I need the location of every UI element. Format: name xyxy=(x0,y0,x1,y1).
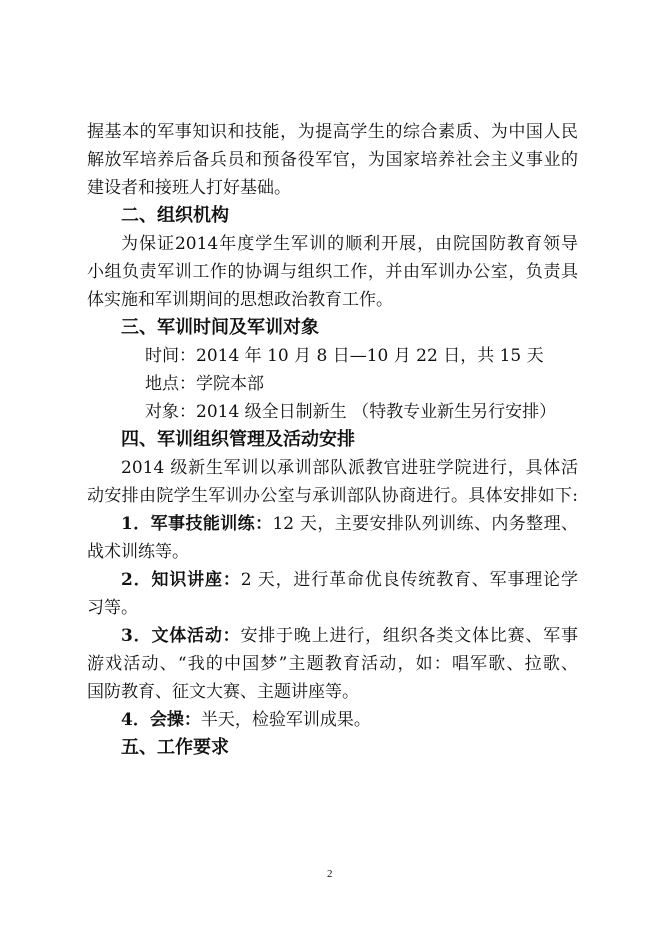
item-2-cont: 习等。 xyxy=(87,598,138,618)
paragraph-line: 动安排由院学生军训办公室与承训部队协商进行。具体安排如下: xyxy=(87,486,578,506)
item-1-cont: 战术训练等。 xyxy=(87,542,189,562)
paragraph-line: 为保证2014年度学生军训的顺利开展，由院国防教育领导 xyxy=(121,234,578,254)
item-4-text: 半天，检验军训成果。 xyxy=(200,710,371,730)
paragraph-line: 体实施和军训期间的思想政治教育工作。 xyxy=(87,290,393,310)
item-1-label: 1．军事技能训练： xyxy=(121,514,273,534)
training-place: 地点：学院本部 xyxy=(145,374,264,394)
item-1-text: 12 天，主要安排队列训练、内务整理、 xyxy=(272,514,578,534)
paragraph-line: 建设者和接班人打好基础。 xyxy=(87,178,291,198)
item-3-text: 安排于晚上进行，组织各类文体比赛、军事 xyxy=(240,626,578,646)
document-body xyxy=(87,118,578,762)
item-3-cont: 国防教育、征文大赛、主题讲座等。 xyxy=(87,682,359,702)
item-1 xyxy=(87,510,578,538)
item-3-label: 3．文体活动： xyxy=(121,626,241,646)
section-heading-4: 四、军训组织管理及活动安排 xyxy=(121,429,355,450)
section-heading-3: 三、军训时间及军训对象 xyxy=(121,317,319,338)
item-4-label: 4．会操： xyxy=(121,710,201,730)
page-number: 2 xyxy=(327,868,333,880)
item-2 xyxy=(87,566,578,594)
section-heading-2: 二、组织机构 xyxy=(121,205,229,226)
training-target: 对象：2014 级全日制新生 （特教专业新生另行安排） xyxy=(145,402,557,422)
item-4 xyxy=(87,706,578,734)
item-2-text: 2 天，进行革命优良传统教育、军事理论学 xyxy=(240,570,578,590)
section-heading-5: 五、工作要求 xyxy=(121,737,229,758)
item-2-label: 2．知识讲座： xyxy=(121,570,241,590)
paragraph-line: 握基本的军事知识和技能，为提高学生的综合素质、为中国人民 xyxy=(87,122,578,142)
item-3-cont: 游戏活动、“我的中国梦”主题教育活动，如：唱军歌、拉歌、 xyxy=(87,654,578,674)
paragraph-line: 2014 级新生军训以承训部队派教官进驻学院进行，具体活 xyxy=(121,458,578,478)
training-time: 时间：2014 年 10 月 8 日—10 月 22 日，共 15 天 xyxy=(145,346,544,366)
item-3 xyxy=(87,622,578,650)
paragraph-line: 解放军培养后备兵员和预备役军官，为国家培养社会主义事业的 xyxy=(87,150,578,170)
paragraph-line: 小组负责军训工作的协调与组织工作，并由军训办公室，负责具 xyxy=(87,262,578,282)
